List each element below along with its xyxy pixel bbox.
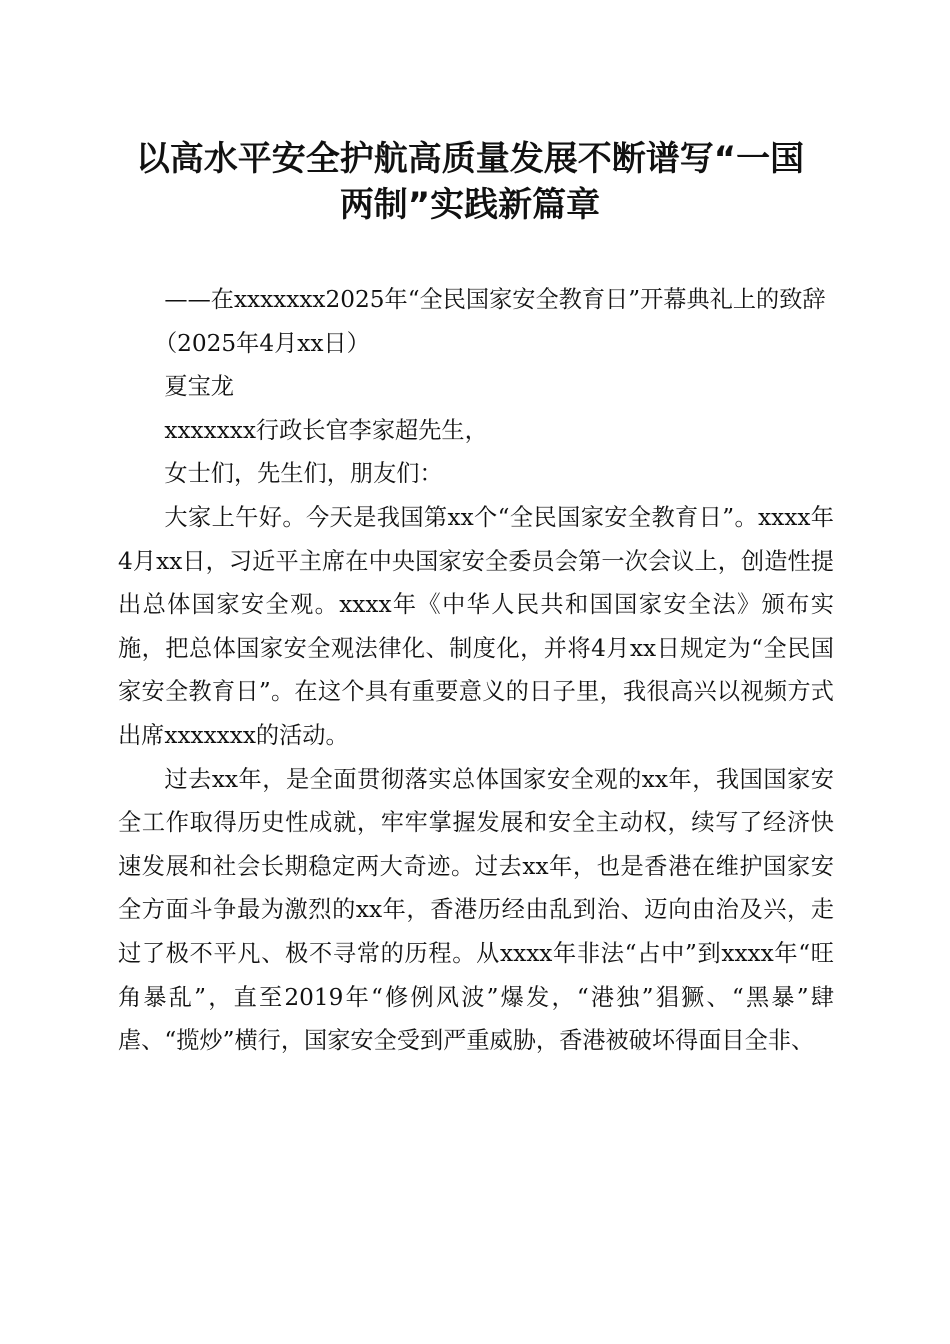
paragraph-1: 大家上午好。今天是我国第xx个“全民国家安全教育日”。xxxx年4月xx日，习近平主席在中央国家安全委员会第一次会议上，创造性提出总体国家安全观。xxxx年《中华人民共和国国家安全法》颁布实施，把总体国家安全观法律化、制度化，并将4月xx日规定为“全民国家安全教育日”。在这个具有重要意义的日子里，我很高兴以视频方式出席xxxxxxx的活动。 [118, 503, 834, 749]
document-title [110, 136, 830, 228]
paragraph-2: 过去xx年，是全面贯彻落实总体国家安全观的xx年，我国国家安全工作取得历史性成就，牢牢掌握发展和安全主动权，续写了经济快速发展和社会长期稳定两大奇迹。过去xx年，也是香港在维护国家安全方面斗争最为激烈的xx年，香港历经由乱到治、迈向由治及兴，走过了极不平凡、极不寻常的历程。从xxxx年非法“占中”到xxxx年“旺角暴乱”，直至2019年“修例风波”爆发，“港独”猖獗、“黑暴”肆虐、“揽炒”横行，国家安全受到严重威胁，香港被破坏得面目全非、 [118, 765, 834, 1055]
date-line: （2025年4月xx日） [153, 329, 370, 357]
salutation-2: 女士们，先生们，朋友们： [164, 460, 443, 488]
title-line-1: 以高水平安全护航高质量发展不断谱写“一国 [135, 139, 805, 179]
document-body [118, 278, 834, 1063]
salutation-1: xxxxxxx行政长官李家超先生， [164, 416, 488, 444]
subtitle: ——在xxxxxxx2025年“全民国家安全教育日”开幕典礼上的致辞 [164, 286, 826, 313]
title-line-2: 两制”实践新篇章 [339, 185, 601, 225]
author-name: 夏宝龙 [164, 373, 234, 401]
